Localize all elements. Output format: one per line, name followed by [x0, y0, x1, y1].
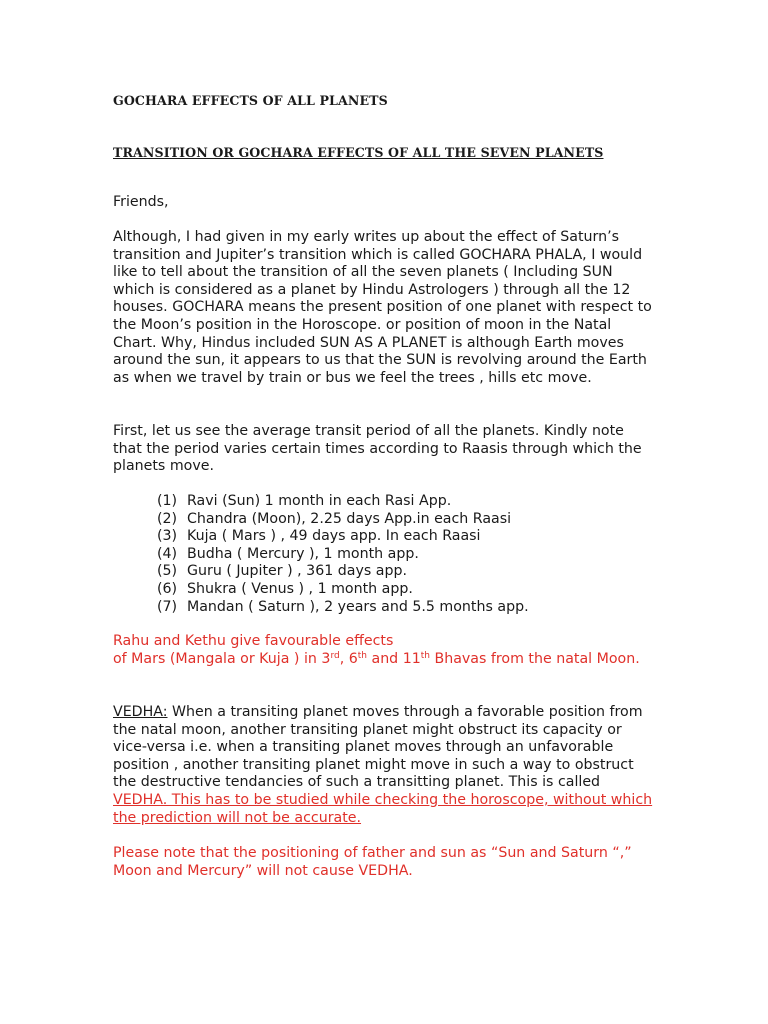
- vedha-highlight: VEDHA. This has to be studied while checking the horoscope, without which the prediction will not be accurate.: [113, 791, 653, 826]
- vedha-note: Please note that the positioning of father and sun as “Sun and Saturn “,” Moon and Mercury” will not cause VEDHA.: [113, 845, 632, 879]
- rahu-kethu-paragraph: Rahu and Kethu give favourable effects of Mars (Mangala or Kuja ) in 3rd, 6th and 11th Bhavas from the natal Moon.: [113, 633, 640, 667]
- list-item: (5) Guru ( Jupiter ) , 361 days app.: [157, 563, 407, 580]
- greeting: Friends,: [113, 194, 169, 210]
- list-item: (4) Budha ( Mercury ), 1 month app.: [157, 545, 419, 562]
- list-item: (2) Chandra (Moon), 2.25 days App.in each Raasi: [157, 510, 512, 527]
- vedha-paragraph: VEDHA: When a transiting planet moves through a favorable position from the natal moon, another transiting planet might obstruct its capacity or vice-versa i.e. when a transiting planet moves through an unfavorable position , another transiting planet might move in such a way to obstruct the destructive tendancies of such a transitting planet. This is called VEDHA. This has to be studied while checking the horoscope, without which the prediction will not be accurate.: [113, 704, 653, 826]
- document-subtitle: TRANSITION OR GOCHARA EFFECTS OF ALL THE SEVEN PLANETS: [113, 145, 604, 160]
- planet-transit-list: [157, 493, 529, 616]
- list-item: (1) Ravi (Sun) 1 month in each Rasi App.: [157, 493, 452, 509]
- list-item: (7) Mandan ( Saturn ), 2 years and 5.5 months app.: [157, 598, 529, 615]
- transit-paragraph: First, let us see the average transit period of all the planets. Kindly note that the period varies certain times according to Raasis through which the planets move.: [113, 423, 642, 475]
- document-title: GOCHARA EFFECTS OF ALL PLANETS: [113, 93, 388, 108]
- vedha-label: VEDHA:: [113, 704, 168, 720]
- intro-paragraph: Although, I had given in my early writes up about the effect of Saturn’s transition and Jupiter’s transition which is called GOCHARA PHALA, I would like to tell about the transition of all the seven planets ( Including SUN which is considered as a planet by Hindu Astrologers ) through all the 12 houses. GOCHARA means the present position of one planet with respect to the Moon’s position in the Horoscope. or position of moon in the Natal Chart. Why, Hindus included SUN AS A PLANET is although Earth moves around the sun, it appears to us that the SUN is revolving around the Earth as when we travel by train or bus we feel the trees , hills etc move.: [113, 229, 652, 386]
- list-item: (6) Shukra ( Venus ) , 1 month app.: [157, 580, 413, 597]
- list-item: (3) Kuja ( Mars ) , 49 days app. In each Raasi: [157, 528, 481, 545]
